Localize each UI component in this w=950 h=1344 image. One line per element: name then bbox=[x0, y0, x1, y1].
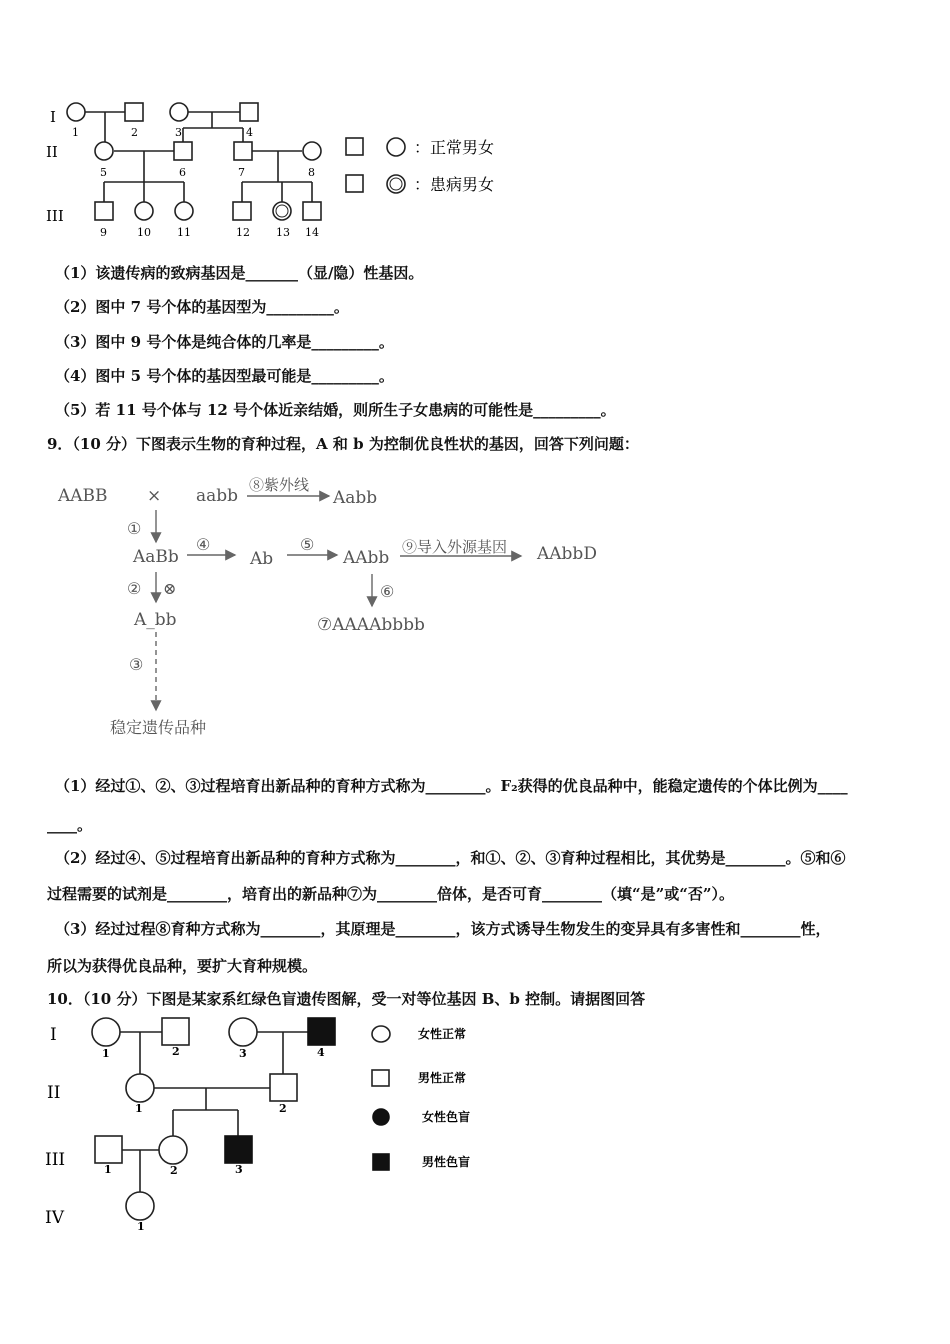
pedigree-chart-2 bbox=[0, 1010, 560, 1235]
legend-affected-label: ：患病男女 bbox=[414, 175, 495, 194]
scheme-step9: ⑨导入外源基因 bbox=[402, 538, 508, 556]
p2-legend-female-normal: 女性正常 bbox=[418, 1027, 467, 1041]
q9-line-6: 所以为获得优良品种，要扩大育种规模。 bbox=[47, 957, 318, 975]
ind-III12 bbox=[233, 202, 251, 220]
p2-gen-II: II bbox=[47, 1083, 61, 1103]
ind-III10 bbox=[135, 202, 153, 220]
p2-III1 bbox=[95, 1136, 122, 1163]
ped1-num-8: 8 bbox=[308, 166, 315, 179]
ped1-num-4: 4 bbox=[246, 126, 253, 139]
ped1-num-6: 6 bbox=[179, 166, 186, 179]
scheme-step3: ③ bbox=[129, 655, 144, 674]
p2-II2 bbox=[270, 1074, 297, 1101]
ped1-num-3: 3 bbox=[175, 126, 182, 139]
p2-legend-male-blind-icon bbox=[373, 1154, 389, 1170]
ind-III9 bbox=[95, 202, 113, 220]
p2-I4 bbox=[308, 1018, 335, 1045]
p2-I2 bbox=[162, 1018, 189, 1045]
q9-header-text: 9．（10 分）下图表示生物的育种过程，A 和 b 为控制优良性状的基因，回答下列问题： bbox=[47, 435, 639, 453]
p2-num-I2: 2 bbox=[172, 1045, 180, 1058]
q9-header bbox=[47, 433, 639, 454]
scheme-step4: ④ bbox=[196, 535, 211, 554]
p2-III3 bbox=[225, 1136, 252, 1163]
p2-num-II2: 2 bbox=[279, 1102, 287, 1115]
ind-I2 bbox=[125, 103, 143, 121]
p2-II1 bbox=[126, 1074, 154, 1102]
scheme-aabb2: AAbb bbox=[343, 548, 390, 568]
ped1-num-11: 11 bbox=[177, 226, 191, 239]
scheme-step5: ⑤ bbox=[300, 535, 315, 554]
q8-item-2: （2）图中 7 号个体的基因型为_________。 bbox=[55, 298, 349, 316]
q10-header: 10．（10 分）下图是某家系红绿色盲遗传图解，受一对等位基因 B、b 控制。请据图回答 bbox=[47, 990, 646, 1008]
pedigree-chart-1 bbox=[0, 90, 560, 250]
gen-label-III: III bbox=[46, 207, 64, 225]
ped1-num-10: 10 bbox=[137, 226, 151, 239]
p2-I1 bbox=[92, 1018, 120, 1046]
q9-line-3: （2）经过④、⑤过程培育出新品种的育种方式称为________，和①、②、③育种过程相比，其优势是________。⑤和⑥ bbox=[55, 849, 846, 867]
ped1-num-7: 7 bbox=[238, 166, 245, 179]
scheme-step2: ② bbox=[127, 579, 142, 598]
p2-legend-female-normal-icon bbox=[372, 1026, 390, 1042]
p2-gen-I: I bbox=[50, 1025, 57, 1045]
p2-legend-female-blind-icon bbox=[373, 1109, 389, 1125]
ind-I4 bbox=[240, 103, 258, 121]
p2-num-I3: 3 bbox=[239, 1047, 247, 1060]
scheme-p1: AABB bbox=[58, 486, 108, 506]
scheme-p2: aabb bbox=[196, 486, 239, 506]
q9-line-2: ____。 bbox=[47, 816, 93, 834]
gen-label-I: I bbox=[50, 108, 56, 126]
p2-num-II1: 1 bbox=[135, 1102, 143, 1115]
scheme-step1: ① bbox=[127, 519, 142, 538]
scheme-stable: 稳定遗传品种 bbox=[110, 718, 207, 737]
p2-gen-IV: IV bbox=[45, 1208, 64, 1228]
legend-male-normal bbox=[346, 138, 363, 155]
ped1-num-2: 2 bbox=[131, 126, 138, 139]
q8-item-3: （3）图中 9 号个体是纯合体的几率是_________。 bbox=[55, 333, 394, 351]
q9-line-4: 过程需要的试剂是________，培育出的新品种⑦为________倍体，是否可育________（填“是”或“否”）。 bbox=[47, 885, 735, 903]
ped1-num-5: 5 bbox=[100, 166, 107, 179]
scheme-aabb-mut: Aabb bbox=[333, 488, 378, 508]
p2-num-IV1: 1 bbox=[137, 1220, 145, 1233]
scheme-a-bb: A_bb bbox=[134, 610, 177, 630]
p2-legend-male-normal: 男性正常 bbox=[418, 1071, 467, 1085]
ind-II5 bbox=[95, 142, 113, 160]
q9-line-5: （3）经过过程⑧育种方式称为________，其原理是________，该方式诱导生物发生的变异具有多害性和________性， bbox=[55, 920, 831, 938]
scheme-step8: ⑧紫外线 bbox=[249, 476, 310, 494]
scheme-step6: ⑥ bbox=[380, 582, 395, 601]
p2-III2 bbox=[159, 1136, 187, 1164]
scheme-cross: × bbox=[147, 486, 162, 506]
q8-item-5: （5）若 11 号个体与 12 号个体近亲结婚，则所生子女患病的可能性是_________。 bbox=[55, 401, 616, 419]
legend-female-normal bbox=[387, 138, 405, 156]
q8-item-1: （1）该遗传病的致病基因是_______（显/隐）性基因。 bbox=[55, 264, 424, 282]
scheme-f1: AaBb bbox=[133, 547, 179, 567]
q9-line-1: （1）经过①、②、③过程培育出新品种的育种方式称为________。F₂获得的优良品种中，能稳定遗传的个体比例为____ bbox=[55, 777, 848, 795]
p2-num-I1: 1 bbox=[102, 1047, 110, 1060]
scheme-self: ⊗ bbox=[163, 579, 177, 598]
gen-label-II: II bbox=[46, 143, 58, 161]
legend-male-affected bbox=[346, 175, 363, 192]
ind-I1 bbox=[67, 103, 85, 121]
p2-legend-female-blind: 女性色盲 bbox=[422, 1110, 471, 1124]
q8-item-4: （4）图中 5 号个体的基因型最可能是_________。 bbox=[55, 367, 394, 385]
legend-normal-label: ：正常男女 bbox=[414, 138, 495, 157]
ped1-num-1: 1 bbox=[72, 126, 79, 139]
ped1-num-12: 12 bbox=[236, 226, 250, 239]
p2-I3 bbox=[229, 1018, 257, 1046]
ind-II8 bbox=[303, 142, 321, 160]
p2-IV1 bbox=[126, 1192, 154, 1220]
ind-I3 bbox=[170, 103, 188, 121]
ped1-num-9: 9 bbox=[100, 226, 107, 239]
ind-II7 bbox=[234, 142, 252, 160]
ind-III14 bbox=[303, 202, 321, 220]
ind-III11 bbox=[175, 202, 193, 220]
ped1-num-14: 14 bbox=[305, 226, 319, 239]
scheme-ab: Ab bbox=[250, 549, 274, 569]
p2-gen-III: III bbox=[45, 1150, 66, 1170]
p2-legend-male-blind: 男性色盲 bbox=[422, 1155, 471, 1169]
p2-num-I4: 4 bbox=[317, 1046, 325, 1059]
p2-num-III2: 2 bbox=[170, 1164, 178, 1177]
p2-legend-male-normal-icon bbox=[372, 1070, 389, 1086]
scheme-aaaabbbb: ⑦AAAAbbbb bbox=[317, 615, 425, 635]
ind-II6 bbox=[174, 142, 192, 160]
breeding-scheme bbox=[0, 470, 640, 750]
ped1-num-13: 13 bbox=[276, 226, 290, 239]
p2-num-III1: 1 bbox=[104, 1163, 112, 1176]
scheme-aabbd: AAbbD bbox=[537, 544, 597, 564]
p2-num-III3: 3 bbox=[235, 1163, 243, 1176]
